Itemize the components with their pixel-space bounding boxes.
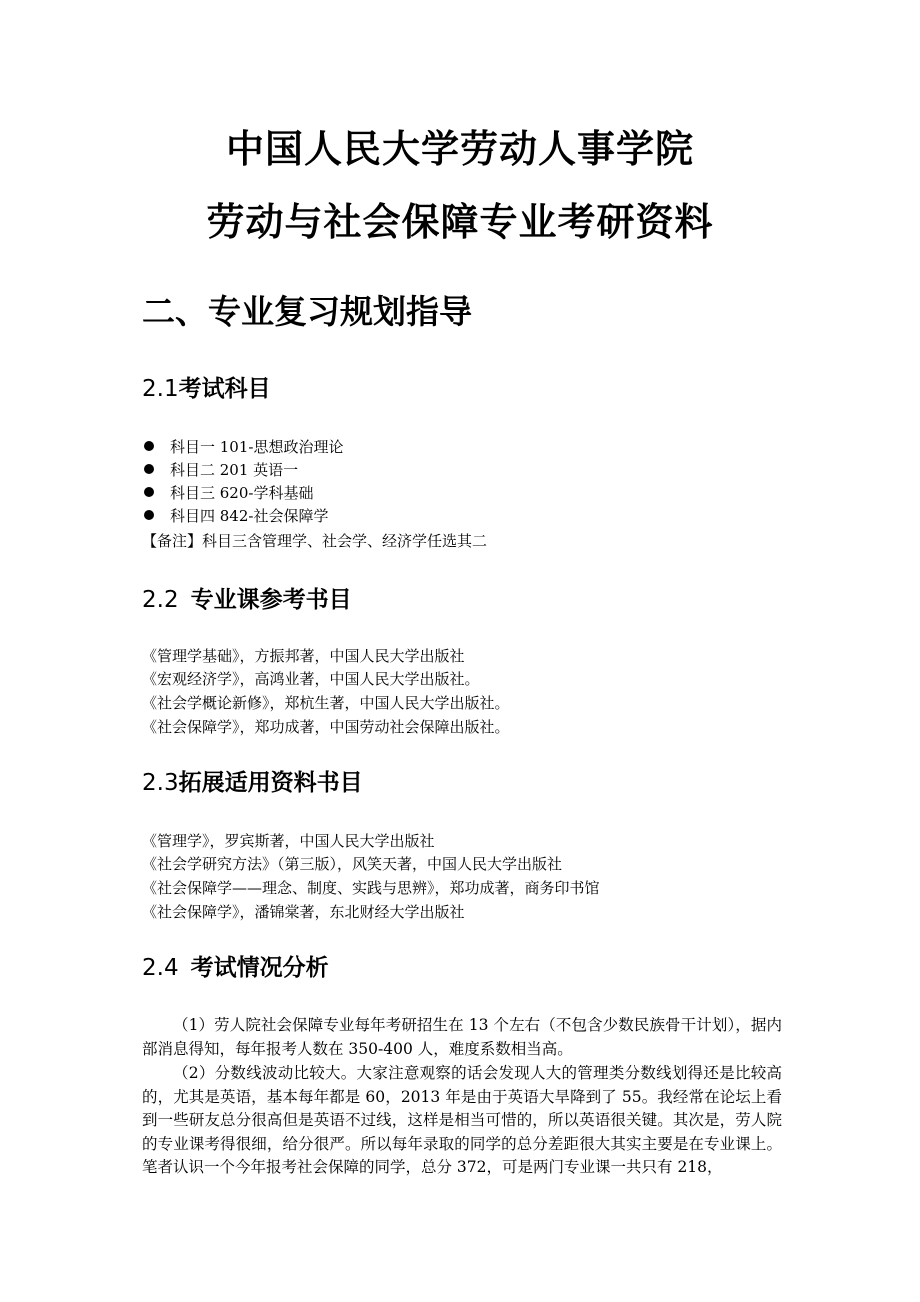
subsection-number: 2.1 (142, 376, 179, 402)
list-item (142, 505, 343, 528)
book-entry: 《管理学》，罗宾斯著，中国人民大学出版社 (142, 832, 435, 850)
subsection-number: 2.2 (142, 587, 179, 613)
book-entry: 《宏观经济学》，高鸿业著，中国人民大学出版社。 (142, 670, 480, 688)
subsection-heading-2-1 (142, 378, 271, 401)
analysis-paragraph-2: （2）分数线波动比较大。大家注意观察的话会发现人大的管理类分数线划得还是比较高的，尤其是英语，基本每年都是 60，2013 年是由于英语大旱降到了 55。我经常在论坛上看到一些研友总分很高但是英语不过线，这样是相当可惜的，所以英语很关键。其次是，劳人院的专业课考得很细，给分很严。所以每年录取的同学的总分差距很大其实主要是在专业课上。笔者认识一个今年报考社会保障的同学，总分 372，可是两门专业课一共只有 218， (142, 1064, 782, 1176)
document-title-line1: 中国人民大学劳动人事学院 (225, 127, 694, 171)
book-entry: 《社会保障学——理念、制度、实践与思辨》，郑功成著，商务印书馆 (142, 879, 600, 897)
analysis-paragraph-1: （1）劳人院社会保障专业每年考研招生在 13 个左右（不包含少数民族骨干计划），据内部消息得知，每年报考人数在 350-400 人，难度系数相当高。 (142, 1016, 782, 1058)
subject-text: 科目一 101-思想政治理论 (170, 438, 344, 456)
list-item (142, 459, 343, 482)
book-entry: 《管理学基础》，方振邦著，中国人民大学出版社 (142, 647, 465, 665)
book-entry: 《社会学概论新修》，郑杭生著，中国人民大学出版社。 (142, 694, 510, 712)
subject-text: 科目二 201 英语一 (170, 461, 299, 479)
book-entry: 《社会学研究方法》（第三版），风笑天著，中国人民大学出版社 (142, 855, 563, 873)
bullet-icon (144, 441, 154, 451)
subsection-title: 专业课参考书目 (190, 587, 352, 613)
subject-note: 【备注】科目三含管理学、社会学、经济学任选其二 (142, 532, 488, 550)
subsection-heading-2-4 (142, 957, 329, 980)
subsection-heading-2-3 (142, 772, 363, 795)
bullet-icon (144, 487, 154, 497)
subject-text: 科目三 620-学科基础 (170, 484, 314, 502)
list-item (142, 436, 343, 459)
bullet-icon (144, 464, 154, 474)
section-heading: 二、专业复习规划指导 (142, 292, 472, 331)
subject-list (142, 436, 343, 528)
subsection-number: 2.4 (142, 955, 179, 981)
bullet-icon (144, 510, 154, 520)
book-entry: 《社会保障学》，郑功成著，中国劳动社会保障出版社。 (142, 718, 510, 736)
list-item (142, 482, 343, 505)
document-title-line2: 劳动与社会保障专业考研资料 (206, 200, 714, 244)
subsection-title: 考试情况分析 (190, 955, 329, 981)
subject-text: 科目四 842-社会保障学 (170, 507, 329, 525)
subsection-number: 2.3 (142, 770, 179, 796)
subsection-heading-2-2 (142, 589, 352, 612)
subsection-title: 考试科目 (178, 376, 271, 402)
subsection-title: 拓展适用资料书目 (178, 770, 363, 796)
book-entry: 《社会保障学》，潘锦棠著，东北财经大学出版社 (142, 903, 465, 921)
